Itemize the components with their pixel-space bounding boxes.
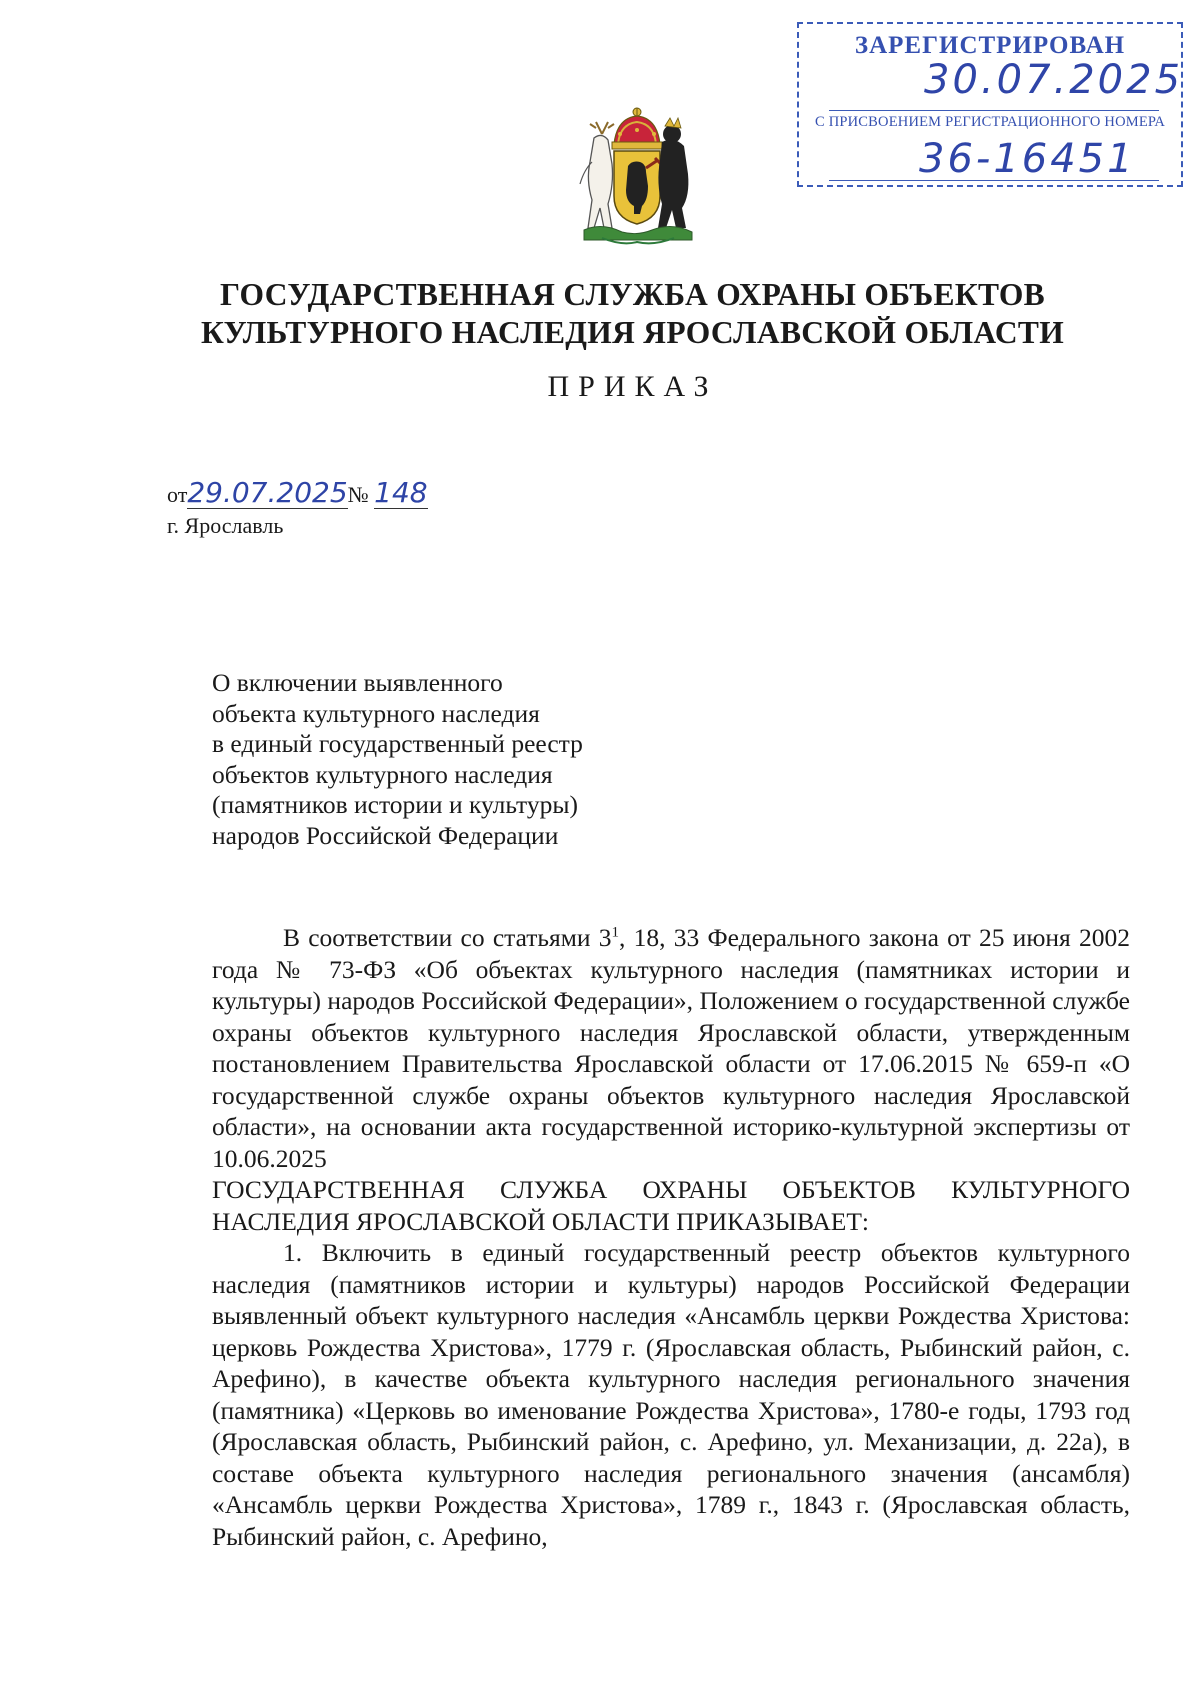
right-supporter-icon [658,118,688,228]
organization-title-line: ГОСУДАРСТВЕННАЯ СЛУЖБА ОХРАНЫ ОБЪЕКТОВ [220,277,1045,312]
order-date: 29.07.2025 [187,476,348,509]
stamp-reg-number: 36-16451 [919,136,1136,182]
stamp-rule [829,180,1159,181]
order-city: г. Ярославль [167,513,284,538]
subject-line: О включении выявленного [212,668,503,697]
registration-stamp [797,22,1183,187]
order-subject [212,668,583,851]
stamp-registered-date: 30.07.2025 [924,57,1184,103]
crown-icon [612,108,662,149]
clause-1: 1. Включить в единый государственный реестр объектов культурного наследия (памятников истории и культуры) народов Российской Федерации выявленный объект культурного наследия «Ансамбль церкви Рождества Христова: церковь Рождества Христова», 1779 г. (Ярославская область, Рыбинский район, с. Арефино), в качестве объекта культурного наследия регионального значения (памятника) «Церковь во именование Рождества Христова», 1780-е годы, 1793 год (Ярославская область, Рыбинский район, с. Арефино, ул. Механизации, д. 22а), в составе объекта культурного наследия регионального значения (ансамбля) «Ансамбль церкви Рождества Христова», 1789 г., 1843 г. (Ярославская область, Рыбинский район, с. Арефино, [212,1238,1130,1551]
preamble-text: , 18, 33 Федерального закона от 25 июня 2002 года № 73-ФЗ «Об объектах культурного наследия (памятниках истории и культуры) народов Российской Федерации», Положением о государственной службе охраны объектов культурного наследия Ярославской области, утвержденным постановлением Правительства Ярославской области от 17.06.2015 № 659-п «О государственной службе охраны объектов культурного наследия Ярославской области», на основании акта государственной историко-культурной экспертизы от 10.06.2025 [212,923,1130,1173]
stamp-rule [829,110,1159,111]
date-prefix: от [167,482,188,507]
stamp-reg-number-label: С ПРИСВОЕНИЕМ РЕГИСТРАЦИОННОГО НОМЕРА [815,114,1165,130]
orders-heading: ГОСУДАРСТВЕННАЯ СЛУЖБА ОХРАНЫ ОБЪЕКТОВ КУЛЬТУРНОГО НАСЛЕДИЯ ЯРОСЛАВСКОЙ ОБЛАСТИ ПРИКАЗЫВАЕТ: [212,1175,1130,1236]
subject-line: народов Российской Федерации [212,820,559,850]
left-supporter-icon [580,122,614,228]
document-type: ПРИКАЗ [547,370,718,403]
order-date-line [167,478,428,509]
stamp-registered-label: ЗАРЕГИСТРИРОВАН [854,32,1126,59]
organization-title [0,276,1200,352]
preamble-text: В соответствии со статьями 3 [283,923,612,952]
order-number: 148 [374,476,428,509]
subject-line: объекта культурного наследия [212,698,540,728]
superscript: 1 [611,924,620,941]
yaroslavl-coat-of-arms-icon [562,104,712,254]
preamble-paragraph [212,922,1130,1174]
subject-line: объектов культурного наследия [212,759,553,789]
subject-line: в единый государственный реестр [212,729,583,758]
subject-line: (памятников истории и культуры) [212,790,578,819]
number-prefix: № [347,482,369,507]
order-body [212,922,1130,1552]
organization-title-line: КУЛЬТУРНОГО НАСЛЕДИЯ ЯРОСЛАВСКОЙ ОБЛАСТИ [200,315,1065,350]
